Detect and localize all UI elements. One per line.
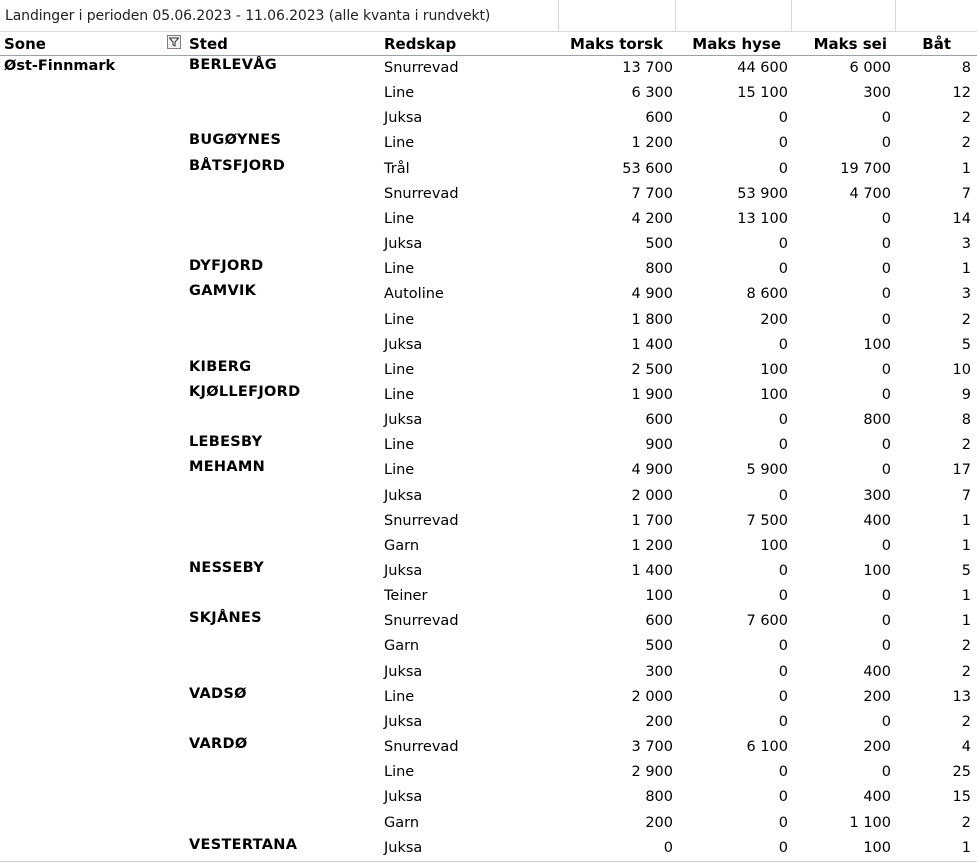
cell-maks-torsk: 200 [645, 713, 673, 730]
cell-sted: DYFJORD [189, 258, 264, 275]
cell-maks-sei: 100 [863, 563, 891, 579]
cell-maks-hyse: 0 [778, 638, 788, 655]
cell-maks-hyse: 0 [778, 261, 788, 278]
cell-maks-torsk: 1 900 [631, 386, 673, 403]
cell-redskap: Line [384, 437, 415, 454]
cell-bat: 2 [961, 814, 971, 831]
cell-maks-sei: 300 [863, 487, 891, 504]
cell-bat: 1 [961, 839, 971, 856]
cell-maks-hyse: 7 500 [746, 512, 788, 529]
table-row [0, 760, 977, 785]
cell-maks-torsk: 53 600 [622, 160, 673, 177]
cell-maks-sei: 4 700 [849, 185, 891, 202]
header-row [0, 31, 977, 56]
cell-maks-torsk: 600 [645, 613, 673, 630]
cell-maks-sei: 100 [863, 336, 891, 353]
table-row [0, 56, 977, 81]
cell-redskap: Teiner [384, 588, 428, 605]
cell-sted: NESSEBY [189, 560, 265, 576]
cell-bat: 1 [961, 160, 971, 177]
cell-bat: 1 [961, 537, 971, 554]
cell-bat: 13 [952, 688, 971, 705]
cell-bat: 25 [952, 764, 971, 781]
cell-redskap: Juksa [384, 713, 423, 730]
cell-maks-sei: 19 700 [840, 160, 891, 177]
cell-bat: 3 [961, 236, 971, 253]
cell-maks-hyse: 200 [760, 311, 788, 328]
cell-maks-sei: 1 100 [849, 814, 891, 831]
cell-maks-hyse: 0 [778, 688, 788, 705]
cell-bat: 2 [961, 135, 971, 152]
cell-maks-torsk: 800 [645, 789, 673, 806]
cell-bat: 2 [961, 110, 971, 127]
table-row [0, 534, 977, 559]
table-row [0, 308, 977, 333]
cell-maks-torsk: 1 200 [631, 135, 673, 152]
table-row [0, 358, 977, 383]
cell-maks-sei: 400 [863, 512, 891, 529]
cell-maks-sei: 0 [881, 764, 891, 781]
cell-maks-sei: 6 000 [849, 60, 891, 76]
filter-glyph [169, 37, 179, 47]
cell-bat: 15 [952, 789, 971, 806]
cell-maks-sei: 0 [881, 261, 891, 278]
cell-maks-torsk: 2 500 [631, 361, 673, 378]
cell-maks-torsk: 200 [645, 814, 673, 831]
table-row [0, 433, 977, 458]
table-bottom-border [0, 861, 977, 862]
cell-maks-hyse: 0 [778, 412, 788, 429]
cell-redskap: Snurrevad [384, 613, 459, 630]
cell-bat: 2 [961, 638, 971, 655]
cell-sted: GAMVIK [189, 283, 257, 300]
cell-redskap: Juksa [384, 336, 423, 353]
cell-redskap: Line [384, 462, 415, 479]
table-row [0, 559, 977, 584]
cell-maks-hyse: 44 600 [737, 60, 788, 76]
cell-redskap: Snurrevad [384, 739, 459, 756]
title-row [0, 0, 977, 31]
cell-sted: KIBERG [189, 358, 252, 375]
header-maks-torsk[interactable]: Maks torsk [570, 35, 663, 53]
cell-maks-hyse: 7 600 [746, 613, 788, 630]
cell-maks-torsk: 600 [645, 412, 673, 429]
cell-maks-torsk: 1 400 [631, 563, 673, 579]
table-row [0, 157, 977, 182]
cell-maks-sei: 0 [881, 286, 891, 303]
cell-redskap: Juksa [384, 412, 423, 429]
cell-divider [791, 0, 792, 31]
table-row [0, 660, 977, 685]
cell-bat: 2 [961, 663, 971, 680]
cell-maks-sei: 0 [881, 135, 891, 152]
cell-maks-torsk: 1 700 [631, 512, 673, 529]
cell-redskap: Garn [384, 537, 420, 554]
cell-redskap: Juksa [384, 487, 423, 504]
cell-maks-hyse: 0 [778, 160, 788, 177]
cell-redskap: Trål [384, 160, 410, 177]
table-row [0, 131, 977, 156]
cell-sted: BERLEVÅG [189, 57, 278, 73]
cell-maks-sei: 0 [881, 613, 891, 630]
cell-bat: 8 [961, 412, 971, 429]
table-row [0, 81, 977, 106]
filter-icon[interactable] [167, 35, 181, 49]
cell-maks-sei: 0 [881, 713, 891, 730]
cell-bat: 14 [952, 210, 971, 227]
table-row [0, 458, 977, 483]
cell-maks-sei: 800 [863, 412, 891, 429]
table-row [0, 383, 977, 408]
cell-bat: 1 [961, 261, 971, 278]
cell-redskap: Autoline [384, 286, 444, 303]
cell-maks-torsk: 500 [645, 638, 673, 655]
cell-redskap: Line [384, 85, 415, 102]
cell-maks-hyse: 0 [778, 110, 788, 127]
cell-maks-hyse: 53 900 [737, 185, 788, 202]
cell-maks-hyse: 100 [760, 386, 788, 403]
cell-sted: BUGØYNES [189, 132, 282, 149]
cell-maks-torsk: 4 900 [631, 462, 673, 479]
cell-redskap: Snurrevad [384, 60, 459, 76]
table-row [0, 282, 977, 307]
cell-maks-hyse: 0 [778, 563, 788, 579]
cell-maks-hyse: 6 100 [746, 739, 788, 756]
cell-maks-hyse: 0 [778, 588, 788, 605]
table-row [0, 207, 977, 232]
cell-redskap: Juksa [384, 663, 423, 680]
cell-maks-torsk: 4 200 [631, 210, 673, 227]
cell-maks-hyse: 0 [778, 814, 788, 831]
table-row [0, 408, 977, 433]
cell-maks-hyse: 15 100 [737, 85, 788, 102]
cell-maks-sei: 0 [881, 210, 891, 227]
cell-maks-torsk: 13 700 [622, 60, 673, 76]
cell-maks-torsk: 900 [645, 437, 673, 454]
cell-sted: SKJÅNES [189, 610, 262, 627]
cell-bat: 2 [961, 311, 971, 328]
cell-maks-sei: 0 [881, 110, 891, 127]
cell-redskap: Garn [384, 638, 420, 655]
cell-maks-torsk: 1 800 [631, 311, 673, 328]
cell-redskap: Juksa [384, 839, 423, 856]
cell-maks-sei: 200 [863, 739, 891, 756]
cell-maks-torsk: 800 [645, 261, 673, 278]
cell-maks-torsk: 4 900 [631, 286, 673, 303]
cell-maks-torsk: 100 [645, 588, 673, 605]
header-bat[interactable]: Båt [922, 35, 951, 53]
table-row [0, 735, 977, 760]
cell-maks-sei: 0 [881, 437, 891, 454]
header-sted[interactable]: Sted [189, 35, 228, 53]
table-row [0, 634, 977, 659]
header-maks-hyse[interactable]: Maks hyse [692, 35, 781, 53]
cell-bat: 9 [961, 386, 971, 403]
table-row [0, 257, 977, 282]
cell-maks-torsk: 1 400 [631, 336, 673, 353]
cell-redskap: Line [384, 311, 415, 328]
cell-maks-sei: 0 [881, 537, 891, 554]
cell-bat: 5 [961, 336, 971, 353]
cell-redskap: Line [384, 135, 415, 152]
cell-redskap: Line [384, 361, 415, 378]
table-row [0, 811, 977, 836]
cell-maks-torsk: 600 [645, 110, 673, 127]
cell-sted: LEBESBY [189, 434, 263, 451]
cell-divider [558, 0, 559, 31]
cell-maks-hyse: 0 [778, 135, 788, 152]
cell-redskap: Line [384, 764, 415, 781]
cell-bat: 1 [961, 512, 971, 529]
cell-bat: 5 [961, 563, 971, 579]
cell-maks-torsk: 6 300 [631, 85, 673, 102]
cell-redskap: Juksa [384, 236, 423, 253]
table-row [0, 710, 977, 735]
cell-maks-hyse: 13 100 [737, 210, 788, 227]
cell-maks-hyse: 0 [778, 839, 788, 856]
cell-redskap: Juksa [384, 789, 423, 806]
cell-maks-sei: 400 [863, 789, 891, 806]
cell-maks-sei: 100 [863, 839, 891, 856]
cell-maks-sei: 0 [881, 361, 891, 378]
cell-maks-hyse: 0 [778, 437, 788, 454]
cell-maks-hyse: 100 [760, 537, 788, 554]
cell-sted: BÅTSFJORD [189, 157, 286, 174]
table-row [0, 333, 977, 358]
table-row [0, 182, 977, 207]
cell-sted: KJØLLEFJORD [189, 383, 301, 400]
cell-maks-hyse: 100 [760, 361, 788, 378]
cell-maks-torsk: 500 [645, 236, 673, 253]
table-row [0, 785, 977, 810]
cell-bat: 17 [952, 462, 971, 479]
cell-sted: VARDØ [189, 736, 248, 753]
table-row [0, 484, 977, 509]
cell-bat: 1 [961, 588, 971, 605]
cell-bat: 2 [961, 713, 971, 730]
header-sone[interactable]: Sone [4, 35, 46, 53]
cell-maks-sei: 0 [881, 638, 891, 655]
cell-maks-sei: 0 [881, 386, 891, 403]
cell-maks-hyse: 8 600 [746, 286, 788, 303]
table-row [0, 509, 977, 534]
cell-maks-sei: 0 [881, 588, 891, 605]
table-row [0, 609, 977, 634]
table-row [0, 584, 977, 609]
cell-maks-sei: 300 [863, 85, 891, 102]
cell-maks-hyse: 0 [778, 487, 788, 504]
header-maks-sei[interactable]: Maks sei [813, 35, 887, 53]
cell-maks-hyse: 0 [778, 663, 788, 680]
cell-divider [895, 0, 896, 31]
cell-maks-torsk: 300 [645, 663, 673, 680]
zone-label: Øst-Finnmark [4, 58, 116, 74]
cell-redskap: Juksa [384, 563, 423, 579]
cell-redskap: Snurrevad [384, 185, 459, 202]
cell-sted: VESTERTANA [189, 836, 298, 853]
cell-sted: MEHAMN [189, 459, 266, 476]
table-row [0, 106, 977, 131]
cell-redskap: Garn [384, 814, 420, 831]
cell-bat: 7 [961, 185, 971, 202]
cell-bat: 3 [961, 286, 971, 303]
cell-maks-torsk: 1 200 [631, 537, 673, 554]
cell-bat: 12 [952, 85, 971, 102]
cell-maks-sei: 0 [881, 236, 891, 253]
table-row [0, 232, 977, 257]
cell-bat: 7 [961, 487, 971, 504]
cell-redskap: Line [384, 261, 415, 278]
cell-maks-hyse: 0 [778, 789, 788, 806]
cell-redskap: Line [384, 386, 415, 403]
cell-maks-sei: 400 [863, 663, 891, 680]
cell-sted: VADSØ [189, 685, 247, 702]
cell-maks-hyse: 5 900 [746, 462, 788, 479]
table-row [0, 836, 977, 861]
cell-maks-hyse: 0 [778, 336, 788, 353]
cell-bat: 2 [961, 437, 971, 454]
cell-redskap: Juksa [384, 110, 423, 127]
cell-maks-torsk: 2 000 [631, 487, 673, 504]
cell-maks-hyse: 0 [778, 236, 788, 253]
cell-bat: 4 [961, 739, 971, 756]
cell-maks-torsk: 2 000 [631, 688, 673, 705]
cell-maks-hyse: 0 [778, 713, 788, 730]
cell-maks-torsk: 2 900 [631, 764, 673, 781]
cell-maks-sei: 200 [863, 688, 891, 705]
cell-bat: 10 [952, 361, 971, 378]
cell-maks-torsk: 0 [663, 839, 673, 856]
cell-maks-sei: 0 [881, 311, 891, 328]
cell-bat: 8 [961, 60, 971, 76]
cell-maks-sei: 0 [881, 462, 891, 479]
cell-redskap: Line [384, 210, 415, 227]
header-redskap[interactable]: Redskap [384, 35, 457, 53]
cell-redskap: Snurrevad [384, 512, 459, 529]
cell-maks-hyse: 0 [778, 764, 788, 781]
table-row [0, 685, 977, 710]
cell-maks-torsk: 7 700 [631, 185, 673, 202]
table-title: Landinger i perioden 05.06.2023 - 11.06.2023 (alle kvanta i rundvekt) [5, 8, 491, 24]
cell-divider [675, 0, 676, 31]
cell-maks-torsk: 3 700 [631, 739, 673, 756]
cell-bat: 1 [961, 613, 971, 630]
cell-redskap: Line [384, 688, 415, 705]
